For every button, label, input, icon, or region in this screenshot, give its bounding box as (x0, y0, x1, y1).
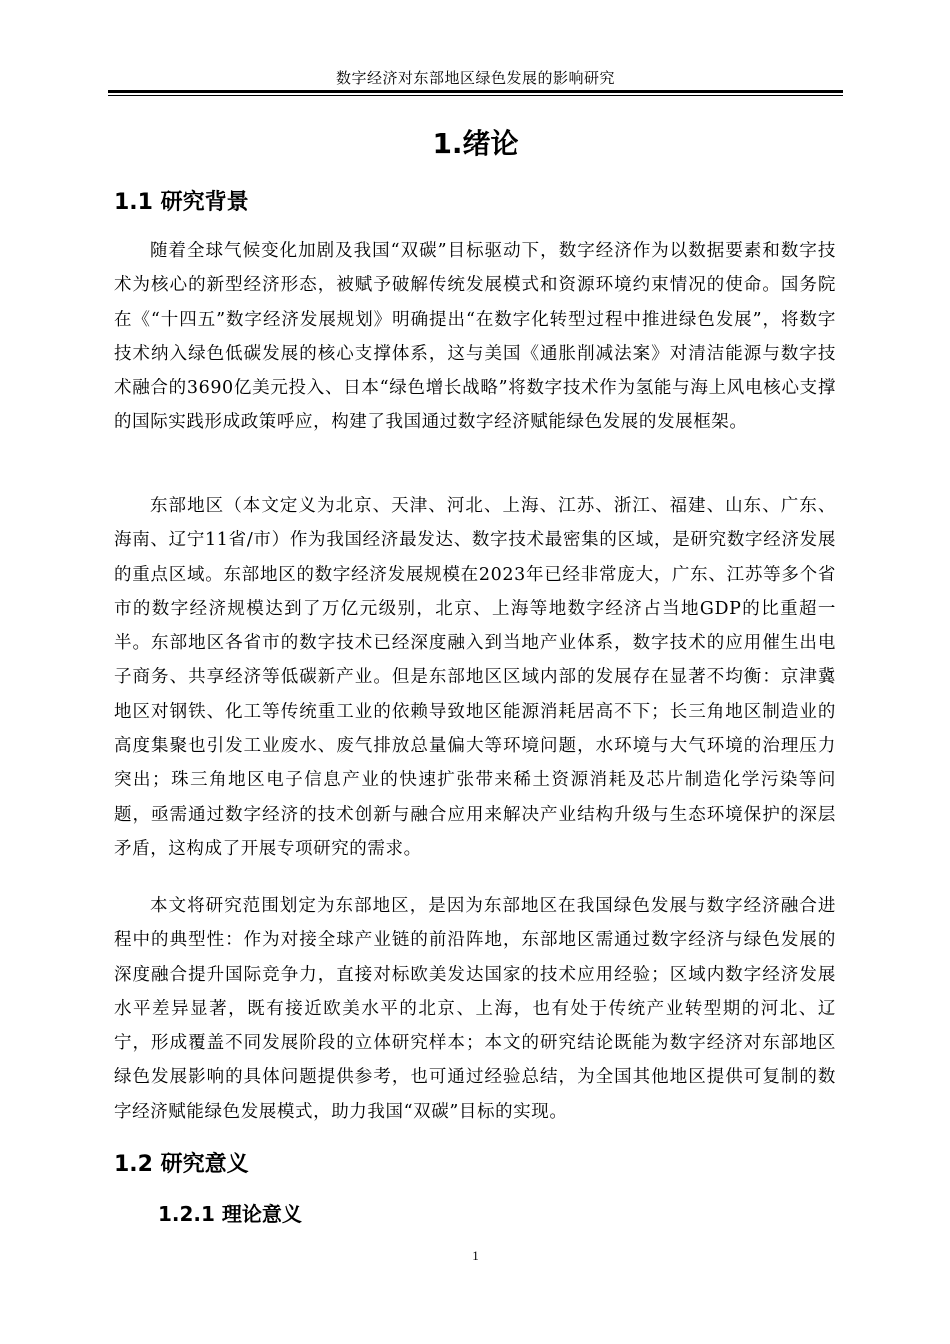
section-heading-research-background: 1.1 研究背景 (114, 190, 249, 215)
section-heading-research-significance: 1.2 研究意义 (114, 1152, 249, 1177)
paragraph-background-2: 东部地区（本文定义为北京、天津、河北、上海、江苏、浙江、福建、山东、广东、海南、辽宁11省/市）作为我国经济最发达、数字技术最密集的区域，是研究数字经济发展的重点区域。东部地区的数字经济发展规模在2023年已经非常庞大，广东、江苏等多个省市的数字经济规模达到了万亿元级别，北京、上海等地数字经济占当地GDP的比重超一半。东部地区各省市的数字技术已经深度融入到当地产业体系，数字技术的应用催生出电子商务、共享经济等低碳新产业。但是东部地区区域内部的发展存在显著不均衡：京津冀地区对钢铁、化工等传统重工业的依赖导致地区能源消耗居高不下；长三角地区制造业的高度集聚也引发工业废水、废气排放总量偏大等环境问题，水环境与大气环境的治理压力突出；珠三角地区电子信息产业的快速扩张带来稀土资源消耗及芯片制造化学污染等问题，亟需通过数字经济的技术创新与融合应用来解决产业结构升级与生态环境保护的深层矛盾，这构成了开展专项研究的需求。 (114, 496, 836, 859)
header-rule-thick (108, 90, 843, 93)
page-number: 1 (472, 1248, 479, 1263)
paragraph-background-3: 本文将研究范围划定为东部地区，是因为东部地区在我国绿色发展与数字经济融合进程中的典型性：作为对接全球产业链的前沿阵地，东部地区需通过数字经济与绿色发展的深度融合提升国际竞争力，直接对标欧美发达国家的技术应用经验；区域内数字经济发展水平差异显著，既有接近欧美水平的北京、上海，也有处于传统产业转型期的河北、辽宁，形成覆盖不同发展阶段的立体研究样本；本文的研究结论既能为数字经济对东部地区绿色发展影响的具体问题提供参考，也可通过经验总结，为全国其他地区提供可复制的数字经济赋能绿色发展模式，助力我国“双碳”目标的实现。 (114, 896, 836, 1122)
running-header-title: 数字经济对东部地区绿色发展的影响研究 (335, 69, 615, 87)
subsection-heading-theoretical-significance: 1.2.1 理论意义 (158, 1202, 302, 1226)
chapter-title: 1.绪论 (432, 127, 519, 160)
paragraph-background-1: 随着全球气候变化加剧及我国“双碳”目标驱动下，数字经济作为以数据要素和数字技术为核心的新型经济形态，被赋予破解传统发展模式和资源环境约束情况的使命。国务院在《“十四五”数字经济发展规划》明确提出“在数字化转型过程中推进绿色发展”，将数字技术纳入绿色低碳发展的核心支撑体系，这与美国《通胀削减法案》对清洁能源与数字技术融合的3690亿美元投入、日本“绿色增长战略”将数字技术作为氢能与海上风电核心支撑的国际实践形成政策呼应，构建了我国通过数字经济赋能绿色发展的发展框架。 (114, 241, 836, 433)
header-rule-thin (108, 95, 843, 96)
